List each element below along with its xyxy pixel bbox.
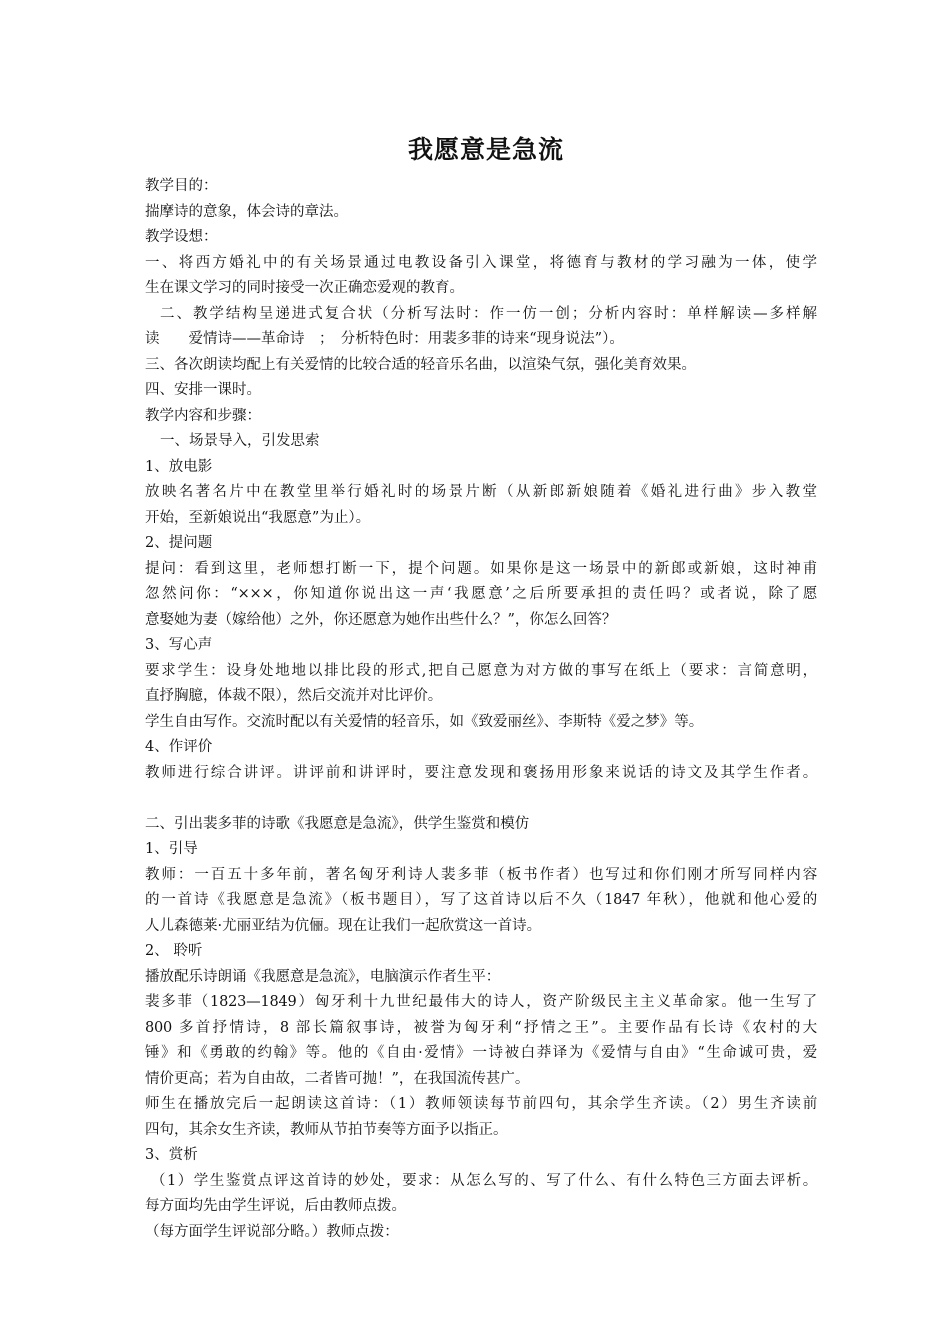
- text-line: 一、将西方婚礼中的有关场景通过电教设备引入课堂，将德育与教材的学习融为一体，使学: [145, 254, 817, 271]
- text-line: 教师进行综合讲评。讲评前和讲评时，要注意发现和褒扬用形象来说话的诗文及其学生作者。: [145, 764, 817, 781]
- text-line: 忽然问你：“×××，你知道你说出这一声‘我愿意’之后所要承担的责任吗？或者说，除了愿: [145, 586, 817, 602]
- text-line: 3、赏析: [145, 1147, 198, 1163]
- document-page: [145, 128, 817, 1245]
- text-line: （1）学生鉴赏点评这首诗的妙处，要求：从怎么写的、写了什么、有什么特色三方面去评析。: [151, 1172, 817, 1189]
- text-line: 2、 聆听: [145, 943, 203, 959]
- text-line: 读 爱情诗——革命诗 ； 分析特色时：用裴多菲的诗来“现身说法”）。: [145, 331, 624, 347]
- text-line: 锤》和《勇敢的约翰》等。他的《自由·爱情》一诗被白莽译为《爱情与自由》“生命诚可贵，爱: [145, 1045, 817, 1061]
- text-line: 800 多首抒情诗，8 部长篇叙事诗，被誉为匈牙利“抒情之王”。主要作品有长诗《农村的大: [145, 1019, 817, 1036]
- text-line: 人儿森德莱·尤丽亚结为伉俪。现在让我们一起欣赏这一首诗。: [145, 917, 542, 934]
- text-line: 每方面均先由学生评说，后由教师点拨。: [145, 1198, 406, 1214]
- text-line: 播放配乐诗朗诵《我愿意是急流》，电脑演示作者生平：: [145, 968, 501, 985]
- section-heading: 二、引出裴多菲的诗歌《我愿意是急流》，供学生鉴赏和模仿: [145, 815, 530, 832]
- text-line: 教学目的：: [145, 178, 218, 194]
- text-line: 的一首诗《我愿意是急流》（板书题目），写了这首诗以后不久（1847 年秋），他就和他心爱的: [145, 892, 817, 908]
- text-line: 1、放电影: [145, 458, 213, 475]
- text-line: 2、提问题: [145, 535, 213, 551]
- text-line: （每方面学生评说部分略。）教师点拨：: [145, 1223, 399, 1240]
- document-title: 我愿意是急流: [407, 135, 564, 164]
- text-line: 1、引导: [145, 841, 198, 857]
- text-line: 教师：一百五十多年前，著名匈牙利诗人裴多菲（板书作者）也写过和你们刚才所写同样内容: [145, 866, 817, 883]
- text-line: 要求学生：设身处地地以排比段的形式,把自己愿意为对方做的事写在纸上（要求：言简意明，: [145, 662, 817, 679]
- text-line: 揣摩诗的意象，体会诗的章法。: [145, 203, 348, 220]
- text-line: 提问：看到这里，老师想打断一下，提个问题。如果你是这一场景中的新郎或新娘，这时神甫: [145, 560, 817, 577]
- text-line: 教学内容和步骤：: [145, 407, 261, 424]
- text-line: 裴多菲（1823—1849）匈牙利十九世纪最伟大的诗人，资产阶级民主主义革命家。他一生写了: [145, 994, 817, 1010]
- text-line: 放映名著名片中在教堂里举行婚礼时的场景片断（从新郎新娘随着《婚礼进行曲》步入教堂: [145, 484, 817, 500]
- text-line: 意娶她为妻（嫁给他）之外，你还愿意为她作出些什么？”，你怎么回答？: [145, 611, 617, 628]
- text-line: 直抒胸臆，体裁不限），然后交流并对比评价。: [145, 688, 443, 704]
- text-line: 4、作评价: [145, 739, 213, 755]
- text-line: 情价更高；若为自由故，二者皆可抛！”，在我国流传甚广。: [145, 1070, 530, 1087]
- text-line: 3、写心声: [145, 637, 213, 653]
- text-line: 四、安排一课时。: [145, 382, 261, 398]
- section-heading: 一、场景导入，引发思索: [160, 433, 320, 449]
- text-line: 三、各次朗读均配上有关爱情的比较合适的轻音乐名曲，以渲染气氛，强化美育效果。: [145, 356, 696, 373]
- text-line: 师生在播放完后一起朗读这首诗：（1）教师领读每节前四句，其余学生齐读。（2）男生齐读前: [145, 1096, 817, 1112]
- text-line: 二、教学结构呈递进式复合状（分析写法时：作一仿一创；分析内容时：单样解读—多样解: [160, 305, 817, 322]
- blank-line: [145, 786, 817, 812]
- text-line: 教学设想：: [145, 229, 218, 245]
- text-line: 生在课文学习的同时接受一次正确恋爱观的教育。: [145, 280, 464, 296]
- text-line: 四句，其余女生齐读，教师从节拍节奏等方面予以指正。: [145, 1121, 508, 1138]
- text-line: 开始，至新娘说出“我愿意”为止）。: [145, 509, 371, 526]
- text-line: 学生自由写作。交流时配以有关爱情的轻音乐，如《致爱丽丝》、李斯特《爱之梦》等。: [145, 713, 704, 730]
